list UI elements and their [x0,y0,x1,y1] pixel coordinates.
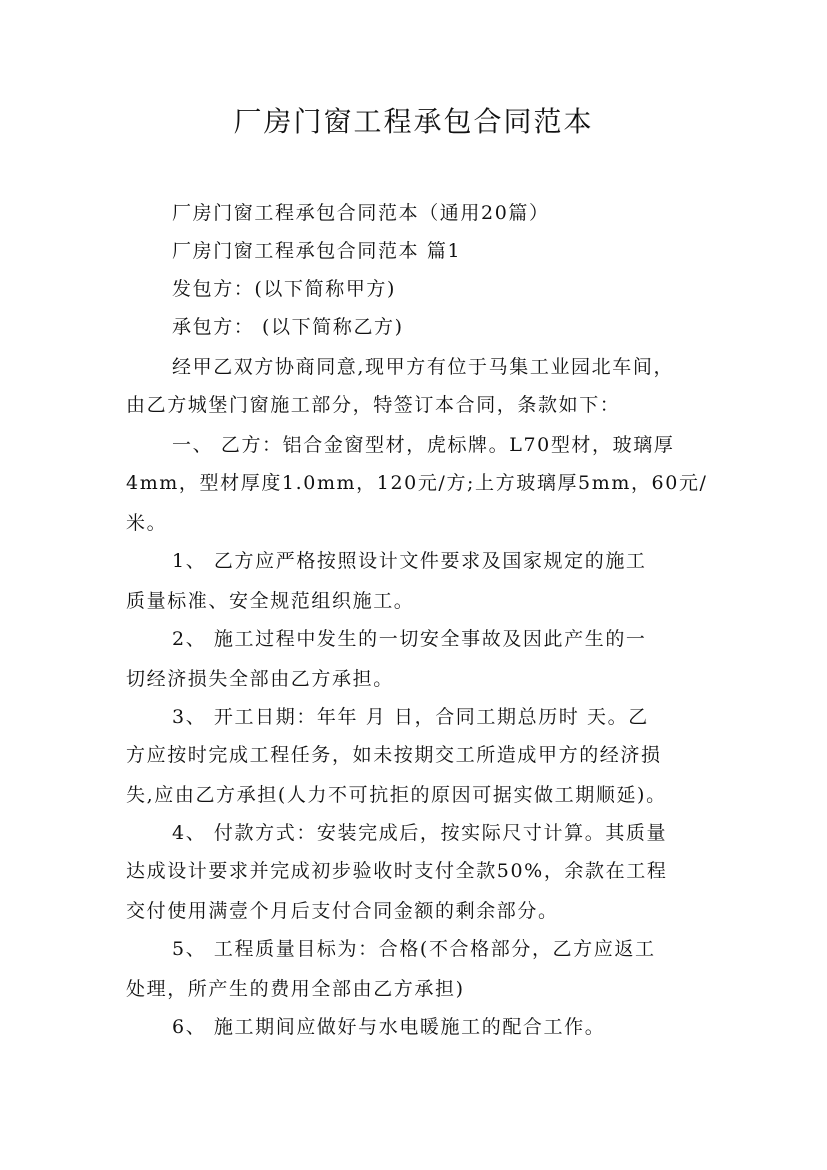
text-line-5: 经甲乙双方协商同意,现甲方有位于马集工业园北车间， [172,356,675,378]
text-line-11: 质量标准、安全规范组织施工。 [126,590,415,612]
text-line-19: 交付使用满壹个月后支付合同金额的剩余部分。 [126,900,559,922]
text-line-1: 厂房门窗工程承包合同范本（通用20篇） [172,202,550,224]
text-line-15: 方应按时完成工程任务，如未按期交工所造成甲方的经济损 [126,744,662,766]
text-line-21: 处理，所产生的费用全部由乙方承担) [126,978,465,1000]
text-line-16: 失,应由乙方承担(人力不可抗拒的原因可据实做工期顺延)。 [126,784,667,806]
text-line-12: 2、 施工过程中发生的一切安全事故及因此产生的一 [172,628,647,650]
text-line-10: 1、 乙方应严格按照设计文件要求及国家规定的施工 [172,550,647,572]
text-line-17: 4、 付款方式：安装完成后，按实际尺寸计算。其质量 [172,822,668,844]
text-line-8: 4mm，型材厚度1.0mm，120元/方;上方玻璃厚5mm，60元/ [126,472,708,494]
text-line-6: 由乙方城堡门窗施工部分，特签订本合同，条款如下： [126,394,621,416]
document-title: 厂房门窗工程承包合同范本 [233,105,594,138]
text-line-13: 切经济损失全部由乙方承担。 [126,668,394,690]
text-line-14: 3、 开工日期：年年 月 日，合同工期总历时 天。乙 [172,706,649,728]
text-line-20: 5、 工程质量目标为：合格(不合格部分，乙方应返工 [172,938,656,960]
text-line-22: 6、 施工期间应做好与水电暖施工的配合工作。 [172,1016,606,1038]
text-line-7: 一、 乙方：铝合金窗型材，虎标牌。L70型材，玻璃厚 [172,434,675,456]
text-line-3: 发包方：(以下简称甲方) [172,278,397,300]
text-line-2: 厂房门窗工程承包合同范本 篇1 [172,240,462,262]
text-line-4: 承包方： (以下简称乙方) [172,316,404,338]
text-line-18: 达成设计要求并完成初步验收时支付全款50%，余款在工程 [126,860,668,882]
text-line-9: 米。 [126,512,168,534]
